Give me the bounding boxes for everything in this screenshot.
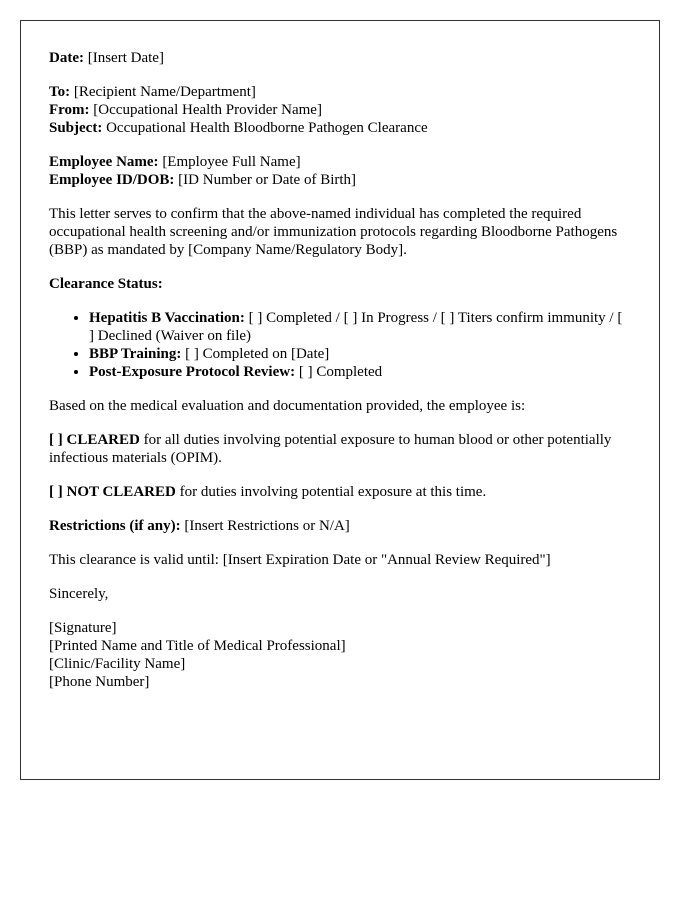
evaluation-paragraph: Based on the medical evaluation and documentation provided, the employee is: [49,398,526,414]
clinic-name-line: [Clinic/Facility Name] [49,656,186,672]
signature-line: [Signature] [49,620,117,636]
employee-id-line: Employee ID/DOB: [ID Number or Date of Birth] [49,172,357,188]
date-value: [Insert Date] [87,50,164,66]
to-value: [Recipient Name/Department] [73,84,256,100]
list-item: • Post-Exposure Protocol Review: [ ] Completed [89,363,631,381]
subject-value: Occupational Health Bloodborne Pathogen Clearance [106,120,428,136]
printed-name-line: [Printed Name and Title of Medical Professional] [49,638,346,654]
phone-number-line: [Phone Number] [49,674,150,690]
employee-name-value: [Employee Full Name] [162,154,301,170]
subject-line: Subject: Occupational Health Bloodborne Pathogen Clearance [49,120,428,136]
date-line: Date: [Insert Date] [49,50,164,66]
closing-line: Sincerely, [49,586,109,602]
validity-line: This clearance is valid until: [Insert Expiration Date or "Annual Review Required"] [49,552,551,568]
intro-paragraph: This letter serves to confirm that the above-named individual has completed the required occupational health screening and/or immunization protocols regarding Bloodborne Pathogens (BBP) as mandated by [Company Name/Regulatory Body]. [49,206,618,258]
restrictions-value: [Insert Restrictions or N/A] [184,518,350,534]
clearance-heading: Clearance Status: [49,276,163,292]
signature-block [49,619,631,691]
from-value: [Occupational Health Provider Name] [93,102,322,118]
list-item: • BBP Training: [ ] Completed on [Date] [89,345,631,363]
restrictions-line: Restrictions (if any): [Insert Restrictions or N/A] [49,518,350,534]
list-item: • Hepatitis B Vaccination: [ ] Completed / [ ] In Progress / [ ] Titers confirm immunity / [ ] Declined (Waiver on file) [89,309,631,345]
to-line: To: [Recipient Name/Department] [49,84,256,100]
employee-id-value: [ID Number or Date of Birth] [178,172,357,188]
clearance-list [49,309,631,381]
letter-page [20,20,660,780]
cleared-option: [ ] CLEARED for all duties involving potential exposure to human blood or other potentially infectious materials (OPIM). [49,432,612,466]
not-cleared-option: [ ] NOT CLEARED for duties involving potential exposure at this time. [49,484,487,500]
employee-name-line: Employee Name: [Employee Full Name] [49,154,301,170]
address-block [49,83,631,137]
from-line: From: [Occupational Health Provider Name] [49,102,322,118]
employee-block [49,153,631,189]
